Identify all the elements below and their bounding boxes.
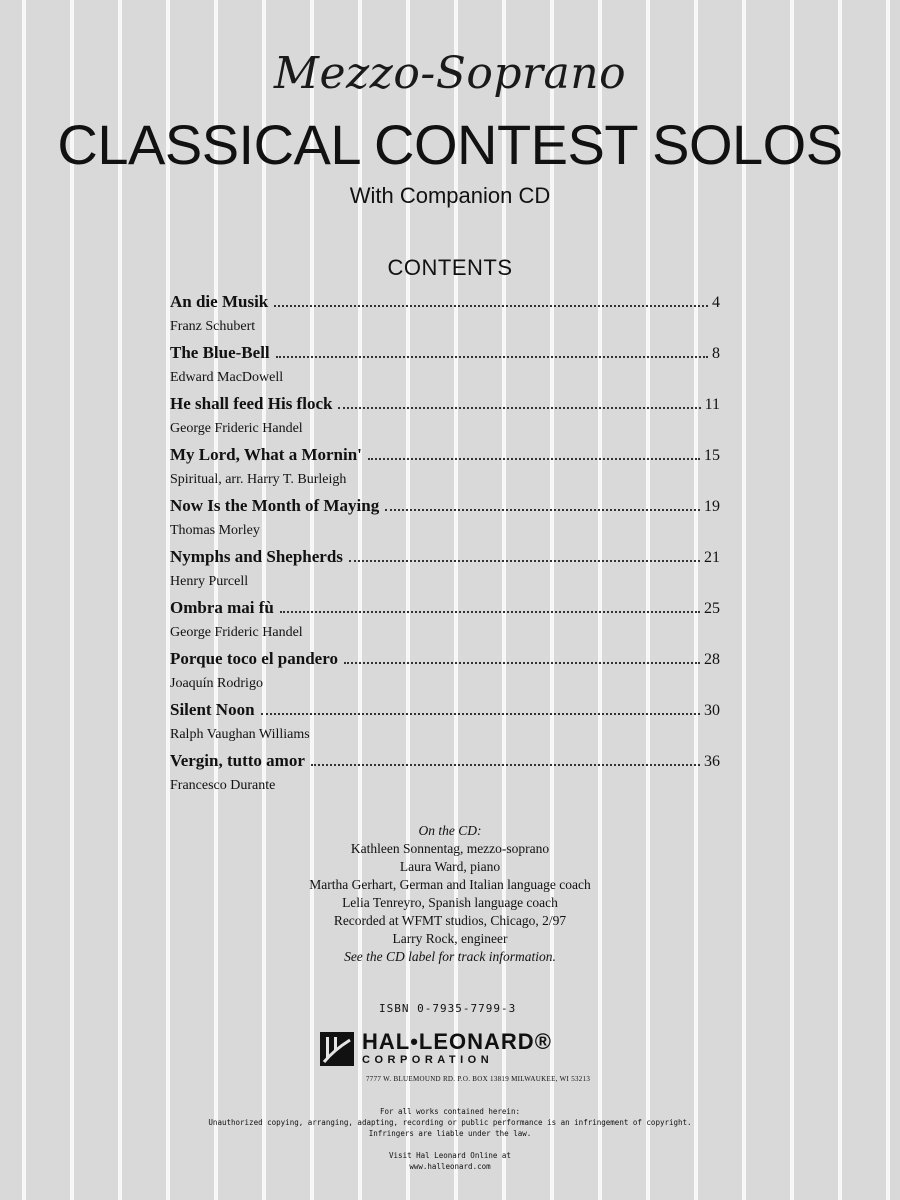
- composer: Francesco Durante: [170, 778, 276, 793]
- cd-credit-line: Kathleen Sonnentag, mezzo-soprano: [350, 841, 550, 856]
- song-title: Now Is the Month of Maying: [170, 496, 380, 515]
- toc-entry: [170, 394, 720, 445]
- composer: Joaquín Rodrigo: [170, 676, 263, 691]
- isbn: ISBN 0-7935-7799-3: [379, 1002, 517, 1015]
- page-number: 30: [704, 702, 720, 719]
- leader-dots: [261, 713, 700, 715]
- cd-credit-line: Larry Rock, engineer: [392, 931, 508, 946]
- toc-entry: [170, 496, 720, 547]
- publisher-logo: [320, 1028, 552, 1070]
- page-number: 25: [704, 600, 720, 617]
- table-of-contents: [170, 292, 720, 802]
- leader-dots: [368, 458, 700, 460]
- leader-dots: [311, 764, 700, 766]
- leader-dots: [274, 305, 708, 307]
- copyright-notice: [0, 1106, 900, 1139]
- song-title: Porque toco el pandero: [170, 649, 338, 668]
- composer: Spiritual, arr. Harry T. Burleigh: [170, 472, 347, 487]
- legal-line: Infringers are liable under the law.: [368, 1129, 532, 1138]
- cd-credit-line: Recorded at WFMT studios, Chicago, 2/97: [333, 913, 567, 928]
- companion-cd-subtitle: With Companion CD: [349, 183, 551, 208]
- song-title: My Lord, What a Mornin': [170, 445, 362, 464]
- song-title: The Blue-Bell: [170, 343, 270, 362]
- song-title: Ombra mai fù: [170, 598, 274, 617]
- song-title: Silent Noon: [170, 700, 255, 719]
- song-title: Nymphs and Shepherds: [170, 547, 343, 566]
- toc-entry: [170, 292, 720, 343]
- toc-entry: [170, 343, 720, 394]
- publisher-address: 7777 W. BLUEMOUND RD. P.O. BOX 13819 MILWAUKEE, WI 53213: [366, 1075, 591, 1083]
- cd-credit-line: Martha Gerhart, German and Italian language coach: [309, 877, 591, 892]
- composer: Franz Schubert: [170, 319, 256, 334]
- page-number: 21: [704, 549, 720, 566]
- cd-track-note: See the CD label for track information.: [344, 949, 556, 964]
- cd-credits: [0, 822, 900, 966]
- composer: George Frideric Handel: [170, 421, 303, 436]
- publisher-name: HAL•LEONARD®: [362, 1029, 552, 1054]
- website-url: www.halleonard.com: [409, 1162, 491, 1171]
- composer: George Frideric Handel: [170, 625, 303, 640]
- toc-entry: [170, 700, 720, 751]
- book-title: CLASSICAL CONTEST SOLOS: [57, 113, 843, 176]
- toc-entry: [170, 445, 720, 496]
- publisher-corporation: CORPORATION: [362, 1054, 494, 1066]
- toc-entry: [170, 649, 720, 700]
- composer: Henry Purcell: [170, 574, 249, 589]
- leader-dots: [276, 356, 708, 358]
- cd-credit-line: Lelia Tenreyro, Spanish language coach: [342, 895, 558, 910]
- page-number: 28: [704, 651, 720, 668]
- legal-line: For all works contained herein:: [380, 1107, 520, 1116]
- visit-line: Visit Hal Leonard Online at: [389, 1151, 511, 1160]
- page-number: 11: [704, 396, 720, 413]
- contents-heading: CONTENTS: [387, 255, 513, 280]
- cd-credit-line: Laura Ward, piano: [399, 859, 501, 874]
- page-number: 15: [704, 447, 720, 464]
- website-notice: [0, 1150, 900, 1172]
- leader-dots: [349, 560, 700, 562]
- composer: Ralph Vaughan Williams: [170, 727, 310, 742]
- page-number: 36: [704, 753, 720, 770]
- song-title: He shall feed His flock: [170, 394, 333, 413]
- composer: Thomas Morley: [170, 523, 260, 538]
- composer: Edward MacDowell: [170, 370, 284, 385]
- cd-heading: On the CD:: [418, 823, 482, 838]
- leader-dots: [385, 509, 700, 511]
- page-number: 4: [712, 294, 720, 311]
- page-number: 19: [704, 498, 720, 515]
- toc-entry: [170, 547, 720, 598]
- leader-dots: [338, 407, 700, 409]
- leader-dots: [280, 611, 700, 613]
- legal-line: Unauthorized copying, arranging, adapting, recording or public performance is an infringement of copyright.: [208, 1118, 692, 1127]
- song-title: An die Musik: [170, 292, 269, 311]
- hal-leonard-logo-icon: [320, 1032, 354, 1066]
- song-title: Vergin, tutto amor: [170, 751, 305, 770]
- toc-entry: [170, 598, 720, 649]
- voice-title: Mezzo-Soprano: [273, 48, 627, 99]
- toc-entry: [170, 751, 720, 802]
- page-number: 8: [712, 345, 720, 362]
- leader-dots: [344, 662, 700, 664]
